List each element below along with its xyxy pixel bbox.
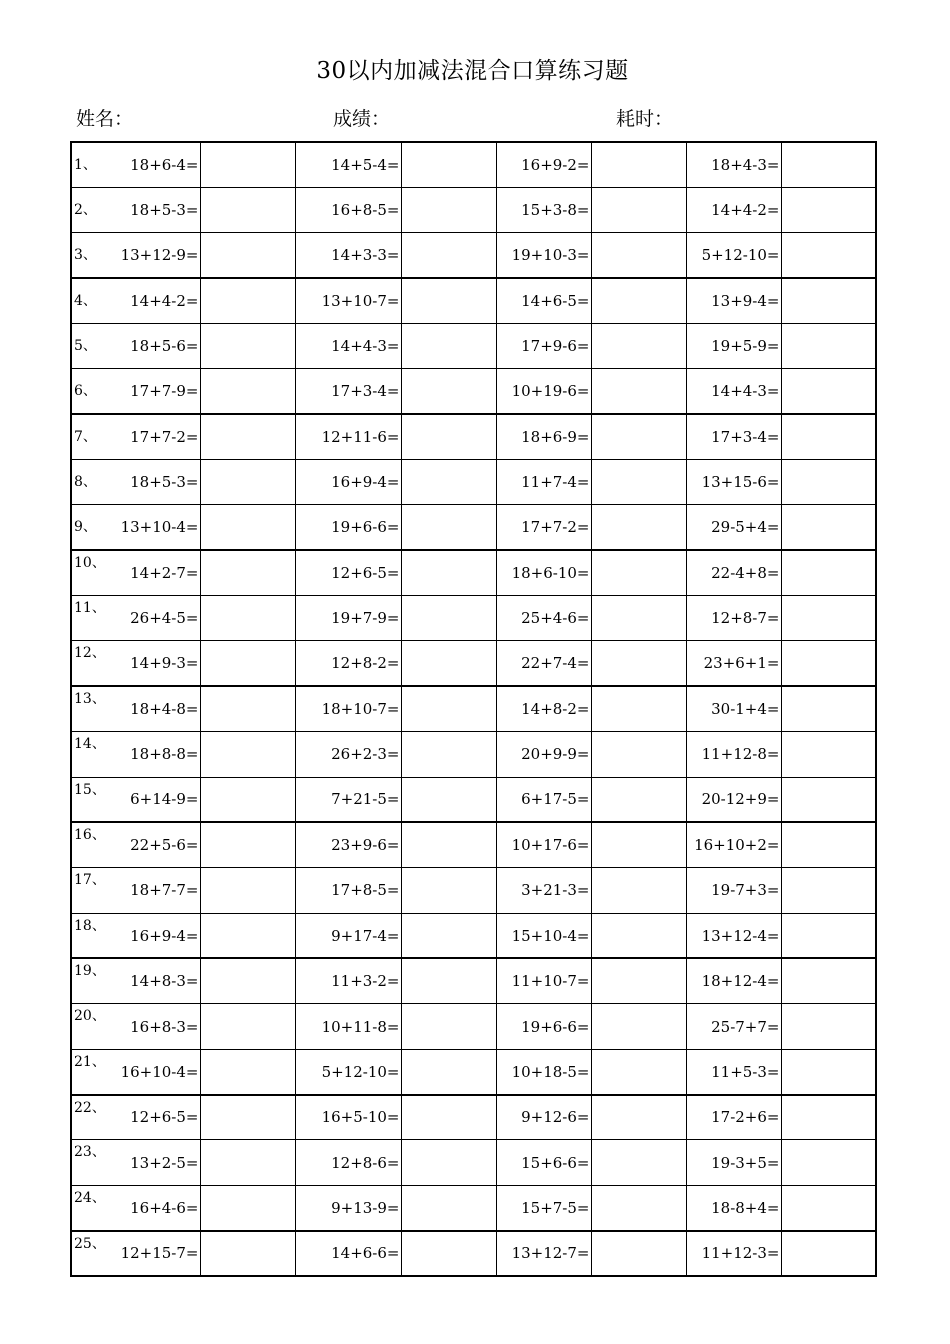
table-row (71, 505, 876, 550)
problem-number: 14、 (71, 732, 106, 777)
problem-expression: 19+10-3= (496, 233, 591, 278)
answer-cell[interactable] (401, 460, 496, 505)
answer-cell[interactable] (781, 1185, 876, 1230)
answer-cell[interactable] (200, 1049, 295, 1094)
table-row (71, 1185, 876, 1230)
answer-cell[interactable] (781, 1140, 876, 1185)
answer-cell[interactable] (591, 686, 686, 731)
problem-expression: 14+8-3= (106, 958, 200, 1003)
problem-expression: 15+6-6= (496, 1140, 591, 1185)
problem-expression: 17+7-2= (106, 414, 200, 459)
page-title: 30以内加减法混合口算练习题 (316, 58, 629, 84)
answer-cell[interactable] (591, 142, 686, 187)
problem-expression: 16+9-4= (295, 460, 401, 505)
problem-number: 7、 (71, 414, 106, 459)
problem-expression: 19+5-9= (686, 323, 781, 368)
problem-expression: 19+7-9= (295, 596, 401, 641)
answer-cell[interactable] (781, 732, 876, 777)
table-row (71, 732, 876, 777)
answer-cell[interactable] (401, 1140, 496, 1185)
problem-expression: 13+2-5= (106, 1140, 200, 1185)
answer-cell[interactable] (591, 1140, 686, 1185)
answer-cell[interactable] (781, 822, 876, 867)
answer-cell[interactable] (591, 1095, 686, 1140)
answer-cell[interactable] (781, 1004, 876, 1049)
problem-expression: 12+6-5= (295, 550, 401, 595)
answer-cell[interactable] (401, 777, 496, 822)
table-row (71, 187, 876, 232)
exercise-table-body (71, 142, 876, 1276)
answer-cell[interactable] (200, 505, 295, 550)
answer-cell[interactable] (401, 686, 496, 731)
answer-cell[interactable] (200, 641, 295, 686)
answer-cell[interactable] (781, 596, 876, 641)
problem-expression: 9+13-9= (295, 1185, 401, 1230)
problem-expression: 14+3-3= (295, 233, 401, 278)
problem-expression: 17+3-4= (295, 369, 401, 414)
answer-cell[interactable] (591, 1231, 686, 1276)
problem-number: 20、 (71, 1004, 106, 1049)
answer-cell[interactable] (781, 913, 876, 958)
answer-cell[interactable] (200, 686, 295, 731)
problem-expression: 11+7-4= (496, 460, 591, 505)
answer-cell[interactable] (200, 369, 295, 414)
problem-expression: 17+7-9= (106, 369, 200, 414)
problem-expression: 14+9-3= (106, 641, 200, 686)
problem-expression: 22+5-6= (106, 822, 200, 867)
problem-expression: 11+10-7= (496, 958, 591, 1003)
answer-cell[interactable] (781, 142, 876, 187)
problem-number: 13、 (71, 686, 106, 731)
table-row (71, 641, 876, 686)
answer-cell[interactable] (200, 1095, 295, 1140)
problem-expression: 12+6-5= (106, 1095, 200, 1140)
answer-cell[interactable] (200, 1004, 295, 1049)
problem-number: 23、 (71, 1140, 106, 1185)
problem-expression: 10+11-8= (295, 1004, 401, 1049)
problem-expression: 13+12-4= (686, 913, 781, 958)
exercise-table (70, 141, 877, 1277)
problem-expression: 6+14-9= (106, 777, 200, 822)
table-row (71, 958, 876, 1003)
problem-expression: 25-7+7= (686, 1004, 781, 1049)
problem-expression: 13+12-7= (496, 1231, 591, 1276)
problem-expression: 16+5-10= (295, 1095, 401, 1140)
problem-expression: 23+6+1= (686, 641, 781, 686)
problem-expression: 10+17-6= (496, 822, 591, 867)
problem-expression: 19-7+3= (686, 868, 781, 913)
time-label: 耗时： (616, 108, 674, 130)
problem-expression: 26+2-3= (295, 732, 401, 777)
table-row (71, 1231, 876, 1276)
answer-cell[interactable] (591, 369, 686, 414)
problem-number: 10、 (71, 550, 106, 595)
problem-number: 8、 (71, 460, 106, 505)
table-row (71, 233, 876, 278)
problem-number: 17、 (71, 868, 106, 913)
answer-cell[interactable] (591, 460, 686, 505)
answer-cell[interactable] (591, 1004, 686, 1049)
problem-expression: 10+19-6= (496, 369, 591, 414)
problem-number: 6、 (71, 369, 106, 414)
problem-expression: 3+21-3= (496, 868, 591, 913)
answer-cell[interactable] (401, 958, 496, 1003)
problem-expression: 17-2+6= (686, 1095, 781, 1140)
problem-expression: 19-3+5= (686, 1140, 781, 1185)
problem-expression: 12+8-2= (295, 641, 401, 686)
problem-expression: 11+5-3= (686, 1049, 781, 1094)
table-row (71, 868, 876, 913)
answer-cell[interactable] (200, 233, 295, 278)
table-row (71, 596, 876, 641)
answer-cell[interactable] (781, 278, 876, 323)
answer-cell[interactable] (200, 1231, 295, 1276)
answer-cell[interactable] (591, 777, 686, 822)
table-row (71, 1004, 876, 1049)
answer-cell[interactable] (401, 596, 496, 641)
answer-cell[interactable] (200, 596, 295, 641)
problem-expression: 20-12+9= (686, 777, 781, 822)
answer-cell[interactable] (401, 1095, 496, 1140)
answer-cell[interactable] (200, 187, 295, 232)
answer-cell[interactable] (591, 414, 686, 459)
answer-cell[interactable] (401, 1049, 496, 1094)
table-row (71, 777, 876, 822)
problem-expression: 15+7-5= (496, 1185, 591, 1230)
problem-expression: 18+7-7= (106, 868, 200, 913)
problem-expression: 29-5+4= (686, 505, 781, 550)
answer-cell[interactable] (781, 550, 876, 595)
answer-cell[interactable] (200, 142, 295, 187)
problem-expression: 14+2-7= (106, 550, 200, 595)
problem-expression: 12+15-7= (106, 1231, 200, 1276)
answer-cell[interactable] (781, 958, 876, 1003)
problem-expression: 19+6-6= (496, 1004, 591, 1049)
problem-expression: 14+4-3= (686, 369, 781, 414)
problem-expression: 11+3-2= (295, 958, 401, 1003)
table-row (71, 822, 876, 867)
problem-expression: 14+8-2= (496, 686, 591, 731)
answer-cell[interactable] (401, 822, 496, 867)
answer-cell[interactable] (200, 822, 295, 867)
problem-expression: 18+6-9= (496, 414, 591, 459)
answer-cell[interactable] (781, 233, 876, 278)
answer-cell[interactable] (591, 596, 686, 641)
problem-expression: 9+17-4= (295, 913, 401, 958)
answer-cell[interactable] (591, 1049, 686, 1094)
problem-number: 5、 (71, 323, 106, 368)
answer-cell[interactable] (781, 323, 876, 368)
problem-expression: 22-4+8= (686, 550, 781, 595)
problem-expression: 17+9-6= (496, 323, 591, 368)
problem-number: 11、 (71, 596, 106, 641)
table-row (71, 1095, 876, 1140)
answer-cell[interactable] (401, 868, 496, 913)
answer-cell[interactable] (591, 550, 686, 595)
answer-cell[interactable] (781, 369, 876, 414)
problem-expression: 9+12-6= (496, 1095, 591, 1140)
answer-cell[interactable] (200, 958, 295, 1003)
problem-expression: 18+4-8= (106, 686, 200, 731)
problem-expression: 18+8-8= (106, 732, 200, 777)
answer-cell[interactable] (200, 1185, 295, 1230)
problem-expression: 16+8-3= (106, 1004, 200, 1049)
answer-cell[interactable] (401, 278, 496, 323)
problem-expression: 13+10-4= (106, 505, 200, 550)
problem-expression: 17+7-2= (496, 505, 591, 550)
table-row (71, 1049, 876, 1094)
answer-cell[interactable] (401, 414, 496, 459)
answer-cell[interactable] (200, 414, 295, 459)
answer-cell[interactable] (591, 822, 686, 867)
answer-cell[interactable] (591, 323, 686, 368)
answer-cell[interactable] (781, 187, 876, 232)
score-label: 成绩： (333, 108, 391, 130)
answer-cell[interactable] (200, 732, 295, 777)
table-row (71, 460, 876, 505)
problem-expression: 5+12-10= (295, 1049, 401, 1094)
problem-expression: 12+11-6= (295, 414, 401, 459)
problem-expression: 30-1+4= (686, 686, 781, 731)
table-row (71, 913, 876, 958)
problem-number: 25、 (71, 1231, 106, 1276)
problem-expression: 18+4-3= (686, 142, 781, 187)
problem-expression: 13+15-6= (686, 460, 781, 505)
problem-number: 22、 (71, 1095, 106, 1140)
table-row (71, 142, 876, 187)
answer-cell[interactable] (200, 550, 295, 595)
answer-cell[interactable] (591, 505, 686, 550)
problem-expression: 18+5-3= (106, 187, 200, 232)
answer-cell[interactable] (781, 777, 876, 822)
problem-expression: 12+8-7= (686, 596, 781, 641)
problem-expression: 19+6-6= (295, 505, 401, 550)
problem-expression: 14+4-2= (686, 187, 781, 232)
problem-number: 4、 (71, 278, 106, 323)
problem-expression: 17+8-5= (295, 868, 401, 913)
problem-expression: 18+5-6= (106, 323, 200, 368)
answer-cell[interactable] (401, 913, 496, 958)
answer-cell[interactable] (401, 505, 496, 550)
answer-cell[interactable] (200, 868, 295, 913)
problem-number: 2、 (71, 187, 106, 232)
answer-cell[interactable] (591, 958, 686, 1003)
answer-cell[interactable] (200, 777, 295, 822)
problem-expression: 26+4-5= (106, 596, 200, 641)
answer-cell[interactable] (200, 913, 295, 958)
answer-cell[interactable] (401, 323, 496, 368)
problem-expression: 13+9-4= (686, 278, 781, 323)
problem-number: 24、 (71, 1185, 106, 1230)
table-row (71, 414, 876, 459)
answer-cell[interactable] (401, 550, 496, 595)
problem-expression: 14+4-2= (106, 278, 200, 323)
problem-number: 3、 (71, 233, 106, 278)
problem-expression: 14+5-4= (295, 142, 401, 187)
problem-expression: 16+8-5= (295, 187, 401, 232)
answer-cell[interactable] (781, 868, 876, 913)
answer-cell[interactable] (401, 1185, 496, 1230)
problem-expression: 16+10-4= (106, 1049, 200, 1094)
answer-cell[interactable] (781, 686, 876, 731)
table-row (71, 686, 876, 731)
problem-number: 1、 (71, 142, 106, 187)
problem-expression: 16+9-2= (496, 142, 591, 187)
answer-cell[interactable] (401, 187, 496, 232)
answer-cell[interactable] (591, 641, 686, 686)
problem-expression: 17+3-4= (686, 414, 781, 459)
problem-expression: 14+6-5= (496, 278, 591, 323)
answer-cell[interactable] (781, 641, 876, 686)
table-row (71, 369, 876, 414)
problem-expression: 16+4-6= (106, 1185, 200, 1230)
table-row (71, 323, 876, 368)
answer-cell[interactable] (591, 868, 686, 913)
answer-cell[interactable] (591, 233, 686, 278)
problem-expression: 18+6-4= (106, 142, 200, 187)
answer-cell[interactable] (591, 278, 686, 323)
problem-expression: 18+10-7= (295, 686, 401, 731)
problem-expression: 5+12-10= (686, 233, 781, 278)
problem-expression: 15+3-8= (496, 187, 591, 232)
table-row (71, 278, 876, 323)
problem-expression: 14+6-6= (295, 1231, 401, 1276)
problem-expression: 15+10-4= (496, 913, 591, 958)
answer-cell[interactable] (591, 913, 686, 958)
answer-cell[interactable] (781, 460, 876, 505)
answer-cell[interactable] (200, 460, 295, 505)
problem-expression: 14+4-3= (295, 323, 401, 368)
problem-expression: 18+6-10= (496, 550, 591, 595)
answer-cell[interactable] (401, 369, 496, 414)
name-label: 姓名： (76, 108, 134, 130)
problem-expression: 16+10+2= (686, 822, 781, 867)
answer-cell[interactable] (591, 732, 686, 777)
problem-number: 15、 (71, 777, 106, 822)
answer-cell[interactable] (781, 1231, 876, 1276)
problem-expression: 22+7-4= (496, 641, 591, 686)
problem-expression: 13+12-9= (106, 233, 200, 278)
problem-expression: 11+12-8= (686, 732, 781, 777)
answer-cell[interactable] (200, 1140, 295, 1185)
problem-expression: 7+21-5= (295, 777, 401, 822)
problem-expression: 10+18-5= (496, 1049, 591, 1094)
answer-cell[interactable] (401, 1231, 496, 1276)
problem-number: 12、 (71, 641, 106, 686)
answer-cell[interactable] (401, 142, 496, 187)
answer-cell[interactable] (781, 1049, 876, 1094)
problem-expression: 12+8-6= (295, 1140, 401, 1185)
answer-cell[interactable] (591, 1185, 686, 1230)
answer-cell[interactable] (781, 505, 876, 550)
answer-cell[interactable] (401, 233, 496, 278)
problem-expression: 25+4-6= (496, 596, 591, 641)
table-row (71, 1140, 876, 1185)
answer-cell[interactable] (781, 414, 876, 459)
problem-expression: 16+9-4= (106, 913, 200, 958)
table-row (71, 550, 876, 595)
answer-cell[interactable] (200, 323, 295, 368)
answer-cell[interactable] (200, 278, 295, 323)
problem-expression: 6+17-5= (496, 777, 591, 822)
problem-number: 21、 (71, 1049, 106, 1094)
problem-expression: 18-8+4= (686, 1185, 781, 1230)
problem-number: 16、 (71, 822, 106, 867)
answer-cell[interactable] (401, 1004, 496, 1049)
problem-expression: 23+9-6= (295, 822, 401, 867)
answer-cell[interactable] (401, 732, 496, 777)
problem-expression: 13+10-7= (295, 278, 401, 323)
problem-number: 18、 (71, 913, 106, 958)
problem-number: 19、 (71, 958, 106, 1003)
problem-expression: 11+12-3= (686, 1231, 781, 1276)
problem-expression: 18+5-3= (106, 460, 200, 505)
answer-cell[interactable] (591, 187, 686, 232)
problem-number: 9、 (71, 505, 106, 550)
problem-expression: 18+12-4= (686, 958, 781, 1003)
answer-cell[interactable] (781, 1095, 876, 1140)
answer-cell[interactable] (401, 641, 496, 686)
problem-expression: 20+9-9= (496, 732, 591, 777)
